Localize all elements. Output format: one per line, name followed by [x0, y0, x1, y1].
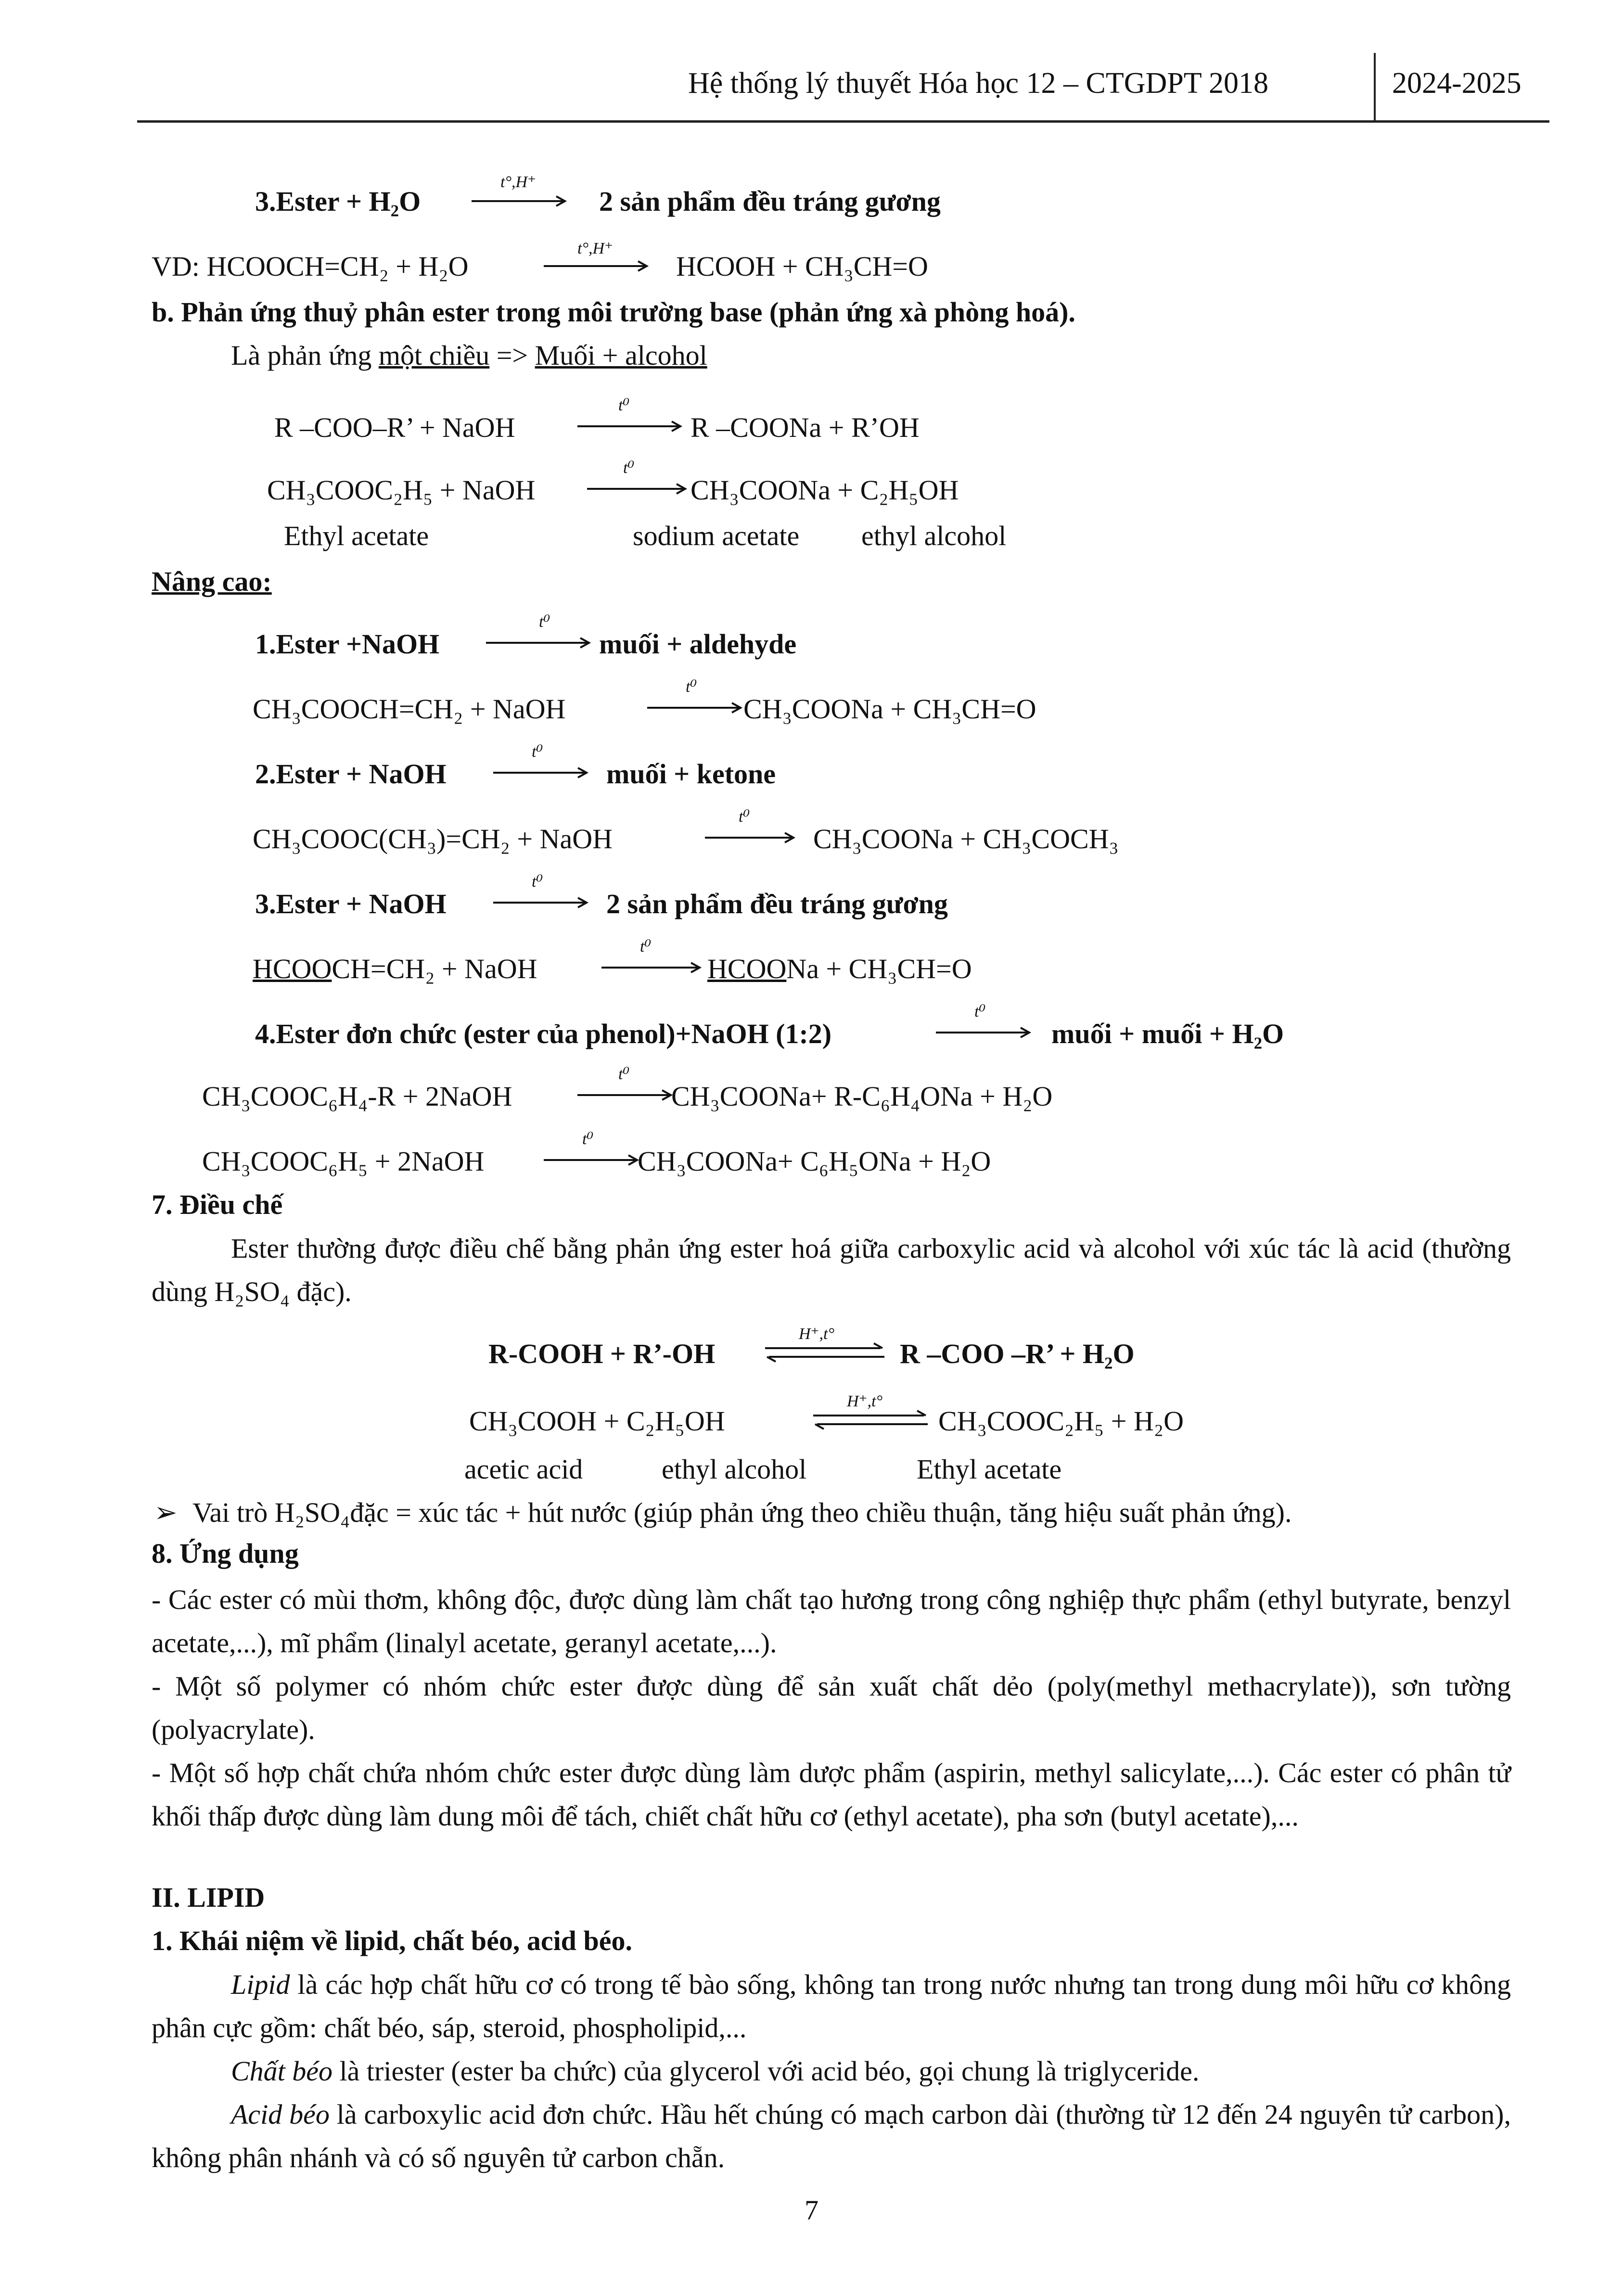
lipid-paragraph-2: Chất béo là triester (ester ba chức) của glycerol với acid béo, gọi chung là triglyceride.: [231, 2055, 1200, 2087]
s7-role-bullet-icon: ➢: [154, 1497, 178, 1528]
reaction-arrow-icon: [493, 766, 589, 779]
arrow-condition: t°,H⁺: [577, 240, 614, 257]
arrow-condition: t⁰: [532, 743, 543, 761]
arrow-condition: t⁰: [539, 613, 550, 631]
s7-name-acetic-acid: acetic acid: [464, 1454, 583, 1485]
adv-r1-label: 1.Ester +NaOH: [255, 628, 440, 660]
header-rule: [137, 120, 1549, 123]
arrow-condition: t⁰: [640, 938, 652, 956]
equilibrium-arrow-icon: [813, 1410, 929, 1431]
s7-example-left: CH₃COOH + C₂H₅OH: [469, 1405, 725, 1437]
adv-r1-left: CH₃COOCH=CH₂ + NaOH: [253, 693, 566, 725]
adv-r4a-left: CH₃COOC₆H₄-R + 2NaOH: [202, 1081, 512, 1112]
section-8-heading: 8. Ứng dụng: [152, 1538, 299, 1569]
s3-example-right: HCOOH + CH₃CH=O: [676, 251, 928, 282]
s7-example-right: CH₃COOC₂H₅ + H₂O: [938, 1405, 1184, 1437]
arrow-condition: t⁰: [582, 1130, 594, 1148]
b-name-sodium-acetate: sodium acetate: [633, 520, 800, 551]
arrow-condition: t⁰: [974, 1003, 986, 1020]
s7-role: Vai trò H₂SO₄đặc = xúc tác + hút nước (giúp phản ứng theo chiều thuận, tăng hiệu suất phản ứng).: [192, 1497, 1292, 1528]
s8-paragraph-3: - Một số hợp chất chứa nhóm chức ester được dùng làm dược phẩm (aspirin, methyl salicylate,...). Các ester có phân tử khối thấp được dùng làm dung môi để tách, chiết chất hữu cơ (ethyl acetate), pha sơn (butyl acetate),...: [152, 1757, 1511, 1832]
adv-r1-product: muối + aldehyde: [599, 628, 797, 660]
adv-r2-product: muối + ketone: [606, 758, 776, 790]
section-b-line: Là phản ứng một chiều => Muối + alcohol: [231, 340, 707, 371]
s7-name-ethyl-alcohol: ethyl alcohol: [662, 1454, 807, 1485]
adv-r3-product: 2 sản phẩm đều tráng gương: [606, 888, 948, 919]
lipid-paragraph-1: Lipid là các hợp chất hữu cơ có trong tế bào sống, không tan trong nước nhưng tan trong dung môi hữu cơ không phân cực gồm: chất béo, sáp, steroid, phospholipid,...: [152, 1969, 1511, 2043]
reaction-arrow-icon: [493, 896, 589, 909]
arrow-condition: t⁰: [623, 459, 635, 477]
reaction-arrow-icon: [587, 483, 688, 495]
section-b-heading: b. Phản ứng thuỷ phân ester trong môi trường base (phản ứng xà phòng hoá).: [152, 296, 1075, 328]
s8-paragraph-1: - Các ester có mùi thơm, không độc, được dùng làm chất tạo hương trong công nghiệp thực phẩm (ethyl butyrate, benzyl acetate,...), mĩ phẩm (linalyl acetate, geranyl acetate,...).: [152, 1584, 1511, 1658]
s7-name-ethyl-acetate: Ethyl acetate: [917, 1454, 1062, 1485]
reaction-arrow-icon: [601, 961, 703, 974]
adv-r4b-left: CH₃COOC₆H₅ + 2NaOH: [202, 1146, 485, 1177]
adv-r4b-right: CH₃COONa+ C₆H₅ONa + H₂O: [638, 1146, 991, 1177]
advanced-heading: Nâng cao:: [152, 566, 272, 597]
reaction-arrow-icon: [544, 1154, 640, 1166]
b-general-left: R –COO–R’ + NaOH: [274, 412, 515, 443]
s3-example-left: VD: HCOOCH=CH₂ + H₂O: [152, 251, 469, 282]
adv-r1-right: CH₃COONa + CH₃CH=O: [743, 693, 1036, 725]
b-example-right: CH₃COONa + C₂H₅OH: [691, 474, 959, 506]
arrow-condition: t⁰: [686, 678, 697, 696]
s3-product: 2 sản phẩm đều tráng gương: [599, 186, 941, 217]
reaction-arrow-icon: [577, 420, 683, 433]
arrow-condition: H⁺,t°: [799, 1325, 835, 1343]
b-name-ethyl-acetate: Ethyl acetate: [284, 520, 429, 551]
lipid-subheading: 1. Khái niệm về lipid, chất béo, acid béo.: [152, 1925, 632, 1956]
reaction-arrow-icon: [544, 260, 650, 272]
adv-r3-right: HCOONa + CH₃CH=O: [707, 953, 972, 984]
reaction-arrow-icon: [486, 637, 592, 649]
adv-r2-label: 2.Ester + NaOH: [255, 758, 447, 790]
section-7-paragraph: Ester thường được điều chế bằng phản ứng ester hoá giữa carboxylic acid và alcohol với xúc tác là acid (thường dùng H₂SO₄ đặc).: [152, 1233, 1511, 1307]
arrow-condition: H⁺,t°: [847, 1392, 883, 1410]
reaction-arrow-icon: [936, 1026, 1032, 1039]
s8-paragraph-2: - Một số polymer có nhóm chức ester được dùng để sản xuất chất dẻo (poly(methyl methacrylate)), sơn tường (polyacrylate).: [152, 1671, 1511, 1745]
arrow-condition: t⁰: [618, 396, 630, 414]
reaction-arrow-icon: [577, 1089, 674, 1101]
s7-general-right: R –COO –R’ + H₂O: [900, 1338, 1135, 1369]
header-divider: [1374, 53, 1376, 123]
header-year: 2024-2025: [1392, 67, 1522, 100]
adv-r2-left: CH₃COOC(CH₃)=CH₂ + NaOH: [253, 823, 613, 855]
reaction-arrow-icon: [647, 702, 743, 714]
header-title: Hệ thống lý thuyết Hóa học 12 – CTGDPT 2018: [688, 67, 1269, 100]
adv-r2-right: CH₃COONa + CH₃COCH₃: [813, 823, 1119, 855]
page-number: 7: [805, 2194, 818, 2226]
adv-r3-label: 3.Ester + NaOH: [255, 888, 447, 919]
section-7-heading: 7. Điều chế: [152, 1189, 283, 1220]
adv-r3-left: HCOOCH=CH₂ + NaOH: [253, 953, 537, 984]
lipid-paragraph-3: Acid béo là carboxylic acid đơn chức. Hầu hết chúng có mạch carbon dài (thường từ 12 đến 24 nguyên tử carbon), không phân nhánh và có số nguyên tử carbon chẵn.: [152, 2099, 1511, 2173]
arrow-condition: t°,H⁺: [500, 173, 537, 191]
adv-r4-product: muối + muối + H₂O: [1051, 1018, 1284, 1049]
reaction-arrow-icon: [705, 831, 796, 844]
arrow-condition: t⁰: [739, 808, 750, 826]
s3-label: 3.Ester + H₂O: [255, 186, 421, 217]
equilibrium-arrow-icon: [765, 1342, 885, 1364]
adv-r4a-right: CH₃COONa+ R-C₆H₄ONa + H₂O: [671, 1081, 1053, 1112]
arrow-condition: t⁰: [532, 873, 543, 891]
lipid-heading: II. LIPID: [152, 1882, 265, 1913]
b-example-left: CH₃COOC₂H₅ + NaOH: [267, 474, 536, 506]
s7-general-left: R-COOH + R’-OH: [488, 1338, 716, 1369]
b-name-ethyl-alcohol: ethyl alcohol: [861, 520, 1007, 551]
b-general-right: R –COONa + R’OH: [691, 412, 920, 443]
arrow-condition: t⁰: [618, 1065, 630, 1083]
adv-r4-label: 4.Ester đơn chức (ester của phenol)+NaOH (1:2): [255, 1018, 832, 1049]
reaction-arrow-icon: [472, 195, 568, 207]
